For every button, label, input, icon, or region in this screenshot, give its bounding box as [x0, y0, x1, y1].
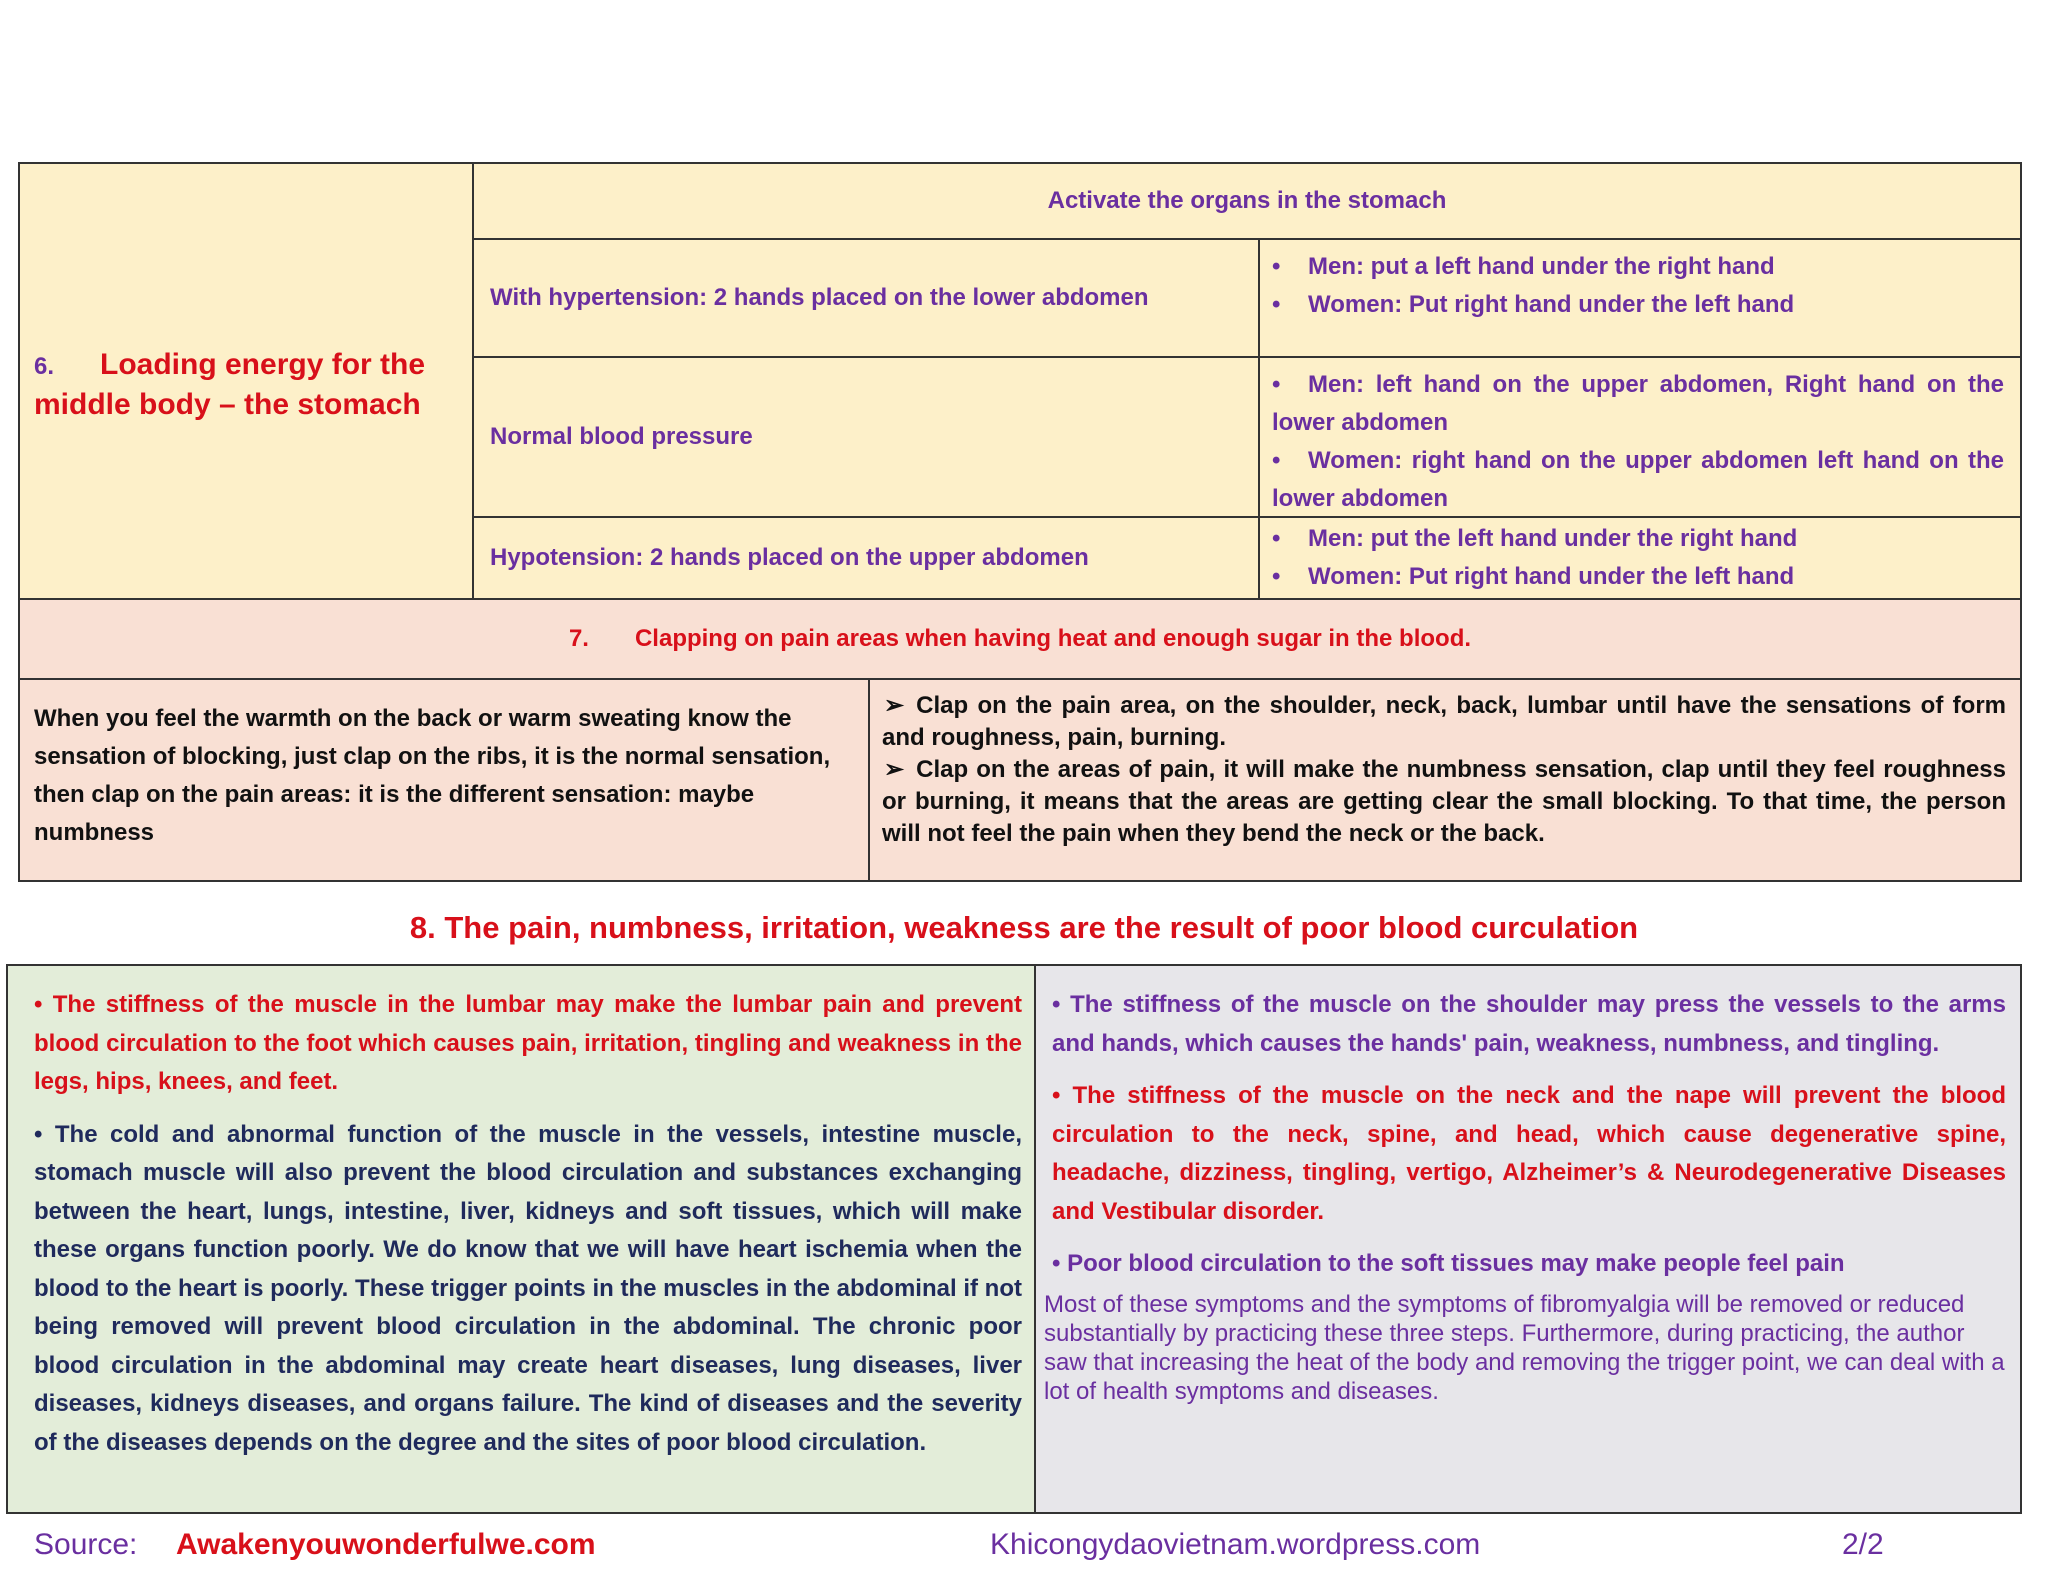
- section6-header: Activate the organs in the stomach: [472, 162, 2022, 240]
- section6-title: [34, 346, 464, 424]
- list-item: • The stiffness of the muscle on the neck and the nape will prevent the blood circulation to the neck, spine, and head, which cause degenerative spine, headache, dizziness, tingling, vertigo, Alzheimer’s & Neurodegenerative Diseases and Vestibular disorder.: [1052, 1082, 2006, 1225]
- hypotension-bullets: [1258, 516, 2022, 600]
- normal-bp-label: Normal blood pressure: [472, 356, 1260, 518]
- section8-right-panel: [1034, 964, 2022, 1514]
- list-item: • Men: put the left hand under the right hand: [1272, 525, 1798, 552]
- list-item: • Women: Put right hand under the left hand: [1272, 291, 1795, 318]
- section6-title-text: Loading energy for the middle body – the stomach: [34, 348, 426, 421]
- blog-link[interactable]: Khicongydaovietnam.wordpress.com: [990, 1528, 1481, 1561]
- normal-bp-bullets: [1258, 356, 2022, 518]
- section7-header: [18, 598, 2022, 680]
- list-item: ➢ Clap on the areas of pain, it will make the numbness sensation, clap until they feel roughness or burning, it means that the areas are getting clear the small blocking. To that time, the person will not feel the pain when they bend the neck or the back.: [882, 756, 2006, 847]
- hypotension-label: Hypotension: 2 hands placed on the upper abdomen: [472, 516, 1260, 600]
- list-item: • The stiffness of the muscle in the lumbar may make the lumbar pain and prevent blood circulation to the foot which causes pain, irritation, tingling and weakness in the legs, hips, knees, and feet.: [34, 991, 1022, 1095]
- section7-right-list: [868, 678, 2022, 882]
- list-item: • The stiffness of the muscle on the shoulder may press the vessels to the arms and hands, which causes the hands' pain, weakness, numbness, and tingling.: [1052, 991, 2006, 1057]
- section8-title: 8. The pain, numbness, irritation, weakness are the result of poor blood curculation: [409, 910, 1639, 945]
- hypertension-label: With hypertension: 2 hands placed on the lower abdomen: [472, 238, 1260, 358]
- list-item: • The cold and abnormal function of the muscle in the vessels, intestine muscle, stomach muscle will also prevent the blood circulation and substances exchanging between the heart, lungs, intestine, liver, kidneys and soft tissues, which will make these organs function poorly. We do know that we will have heart ischemia when the blood to the heart is poorly. These trigger points in the muscles in the abdominal if not being removed will prevent blood circulation in the abdominal. The chronic poor blood circulation in the abdominal may create heart diseases, lung diseases, liver diseases, kidneys diseases, and organs failure. The kind of diseases and the severity of the diseases depends on the degree and the sites of poor blood circulation.: [34, 1120, 1022, 1456]
- list-item: ➢ Clap on the pain area, on the shoulder, neck, back, lumbar until have the sensations of form and roughness, pain, burning.: [882, 692, 2006, 751]
- section6-number: 6.: [34, 353, 55, 380]
- list-item: • Poor blood circulation to the soft tissues may make people feel pain: [1052, 1250, 1845, 1277]
- arrow-bullet-icon: ➢: [884, 692, 905, 719]
- source-link[interactable]: Awakenyouwonderfulwe.com: [176, 1528, 596, 1561]
- section7-title: Clapping on pain areas when having heat and enough sugar in the blood.: [634, 625, 1472, 652]
- page-number: 2/2: [1842, 1528, 1884, 1561]
- list-item: • Women: right hand on the upper abdomen left hand on the lower abdomen: [1272, 447, 2004, 512]
- section7-left-text: When you feel the warmth on the back or warm sweating know the sensation of blocking, just clap on the ribs, it is the normal sensation, then clap on the pain areas: it is the different sensation: maybe numbness: [18, 678, 870, 882]
- list-item: • Men: put a left hand under the right hand: [1272, 253, 1775, 280]
- list-item: • Women: Put right hand under the left hand: [1272, 563, 1795, 590]
- source-label: Source:: [34, 1528, 138, 1561]
- list-item: • Men: left hand on the upper abdomen, Right hand on the lower abdomen: [1272, 371, 2004, 436]
- section8-left-panel: [6, 964, 1036, 1514]
- section8-summary: Most of these symptoms and the symptoms of fibromyalgia will be removed or reduced substantially by practicing these three steps. Furthermore, during practicing, the author saw that increasing the heat of the body and removing the trigger point, we can deal with a lot of health symptoms and diseases.: [1044, 1290, 2005, 1405]
- section7-number: 7.: [568, 625, 589, 652]
- hypertension-bullets: [1258, 238, 2022, 358]
- section6-title-cell: [18, 162, 474, 600]
- arrow-bullet-icon: ➢: [884, 756, 905, 783]
